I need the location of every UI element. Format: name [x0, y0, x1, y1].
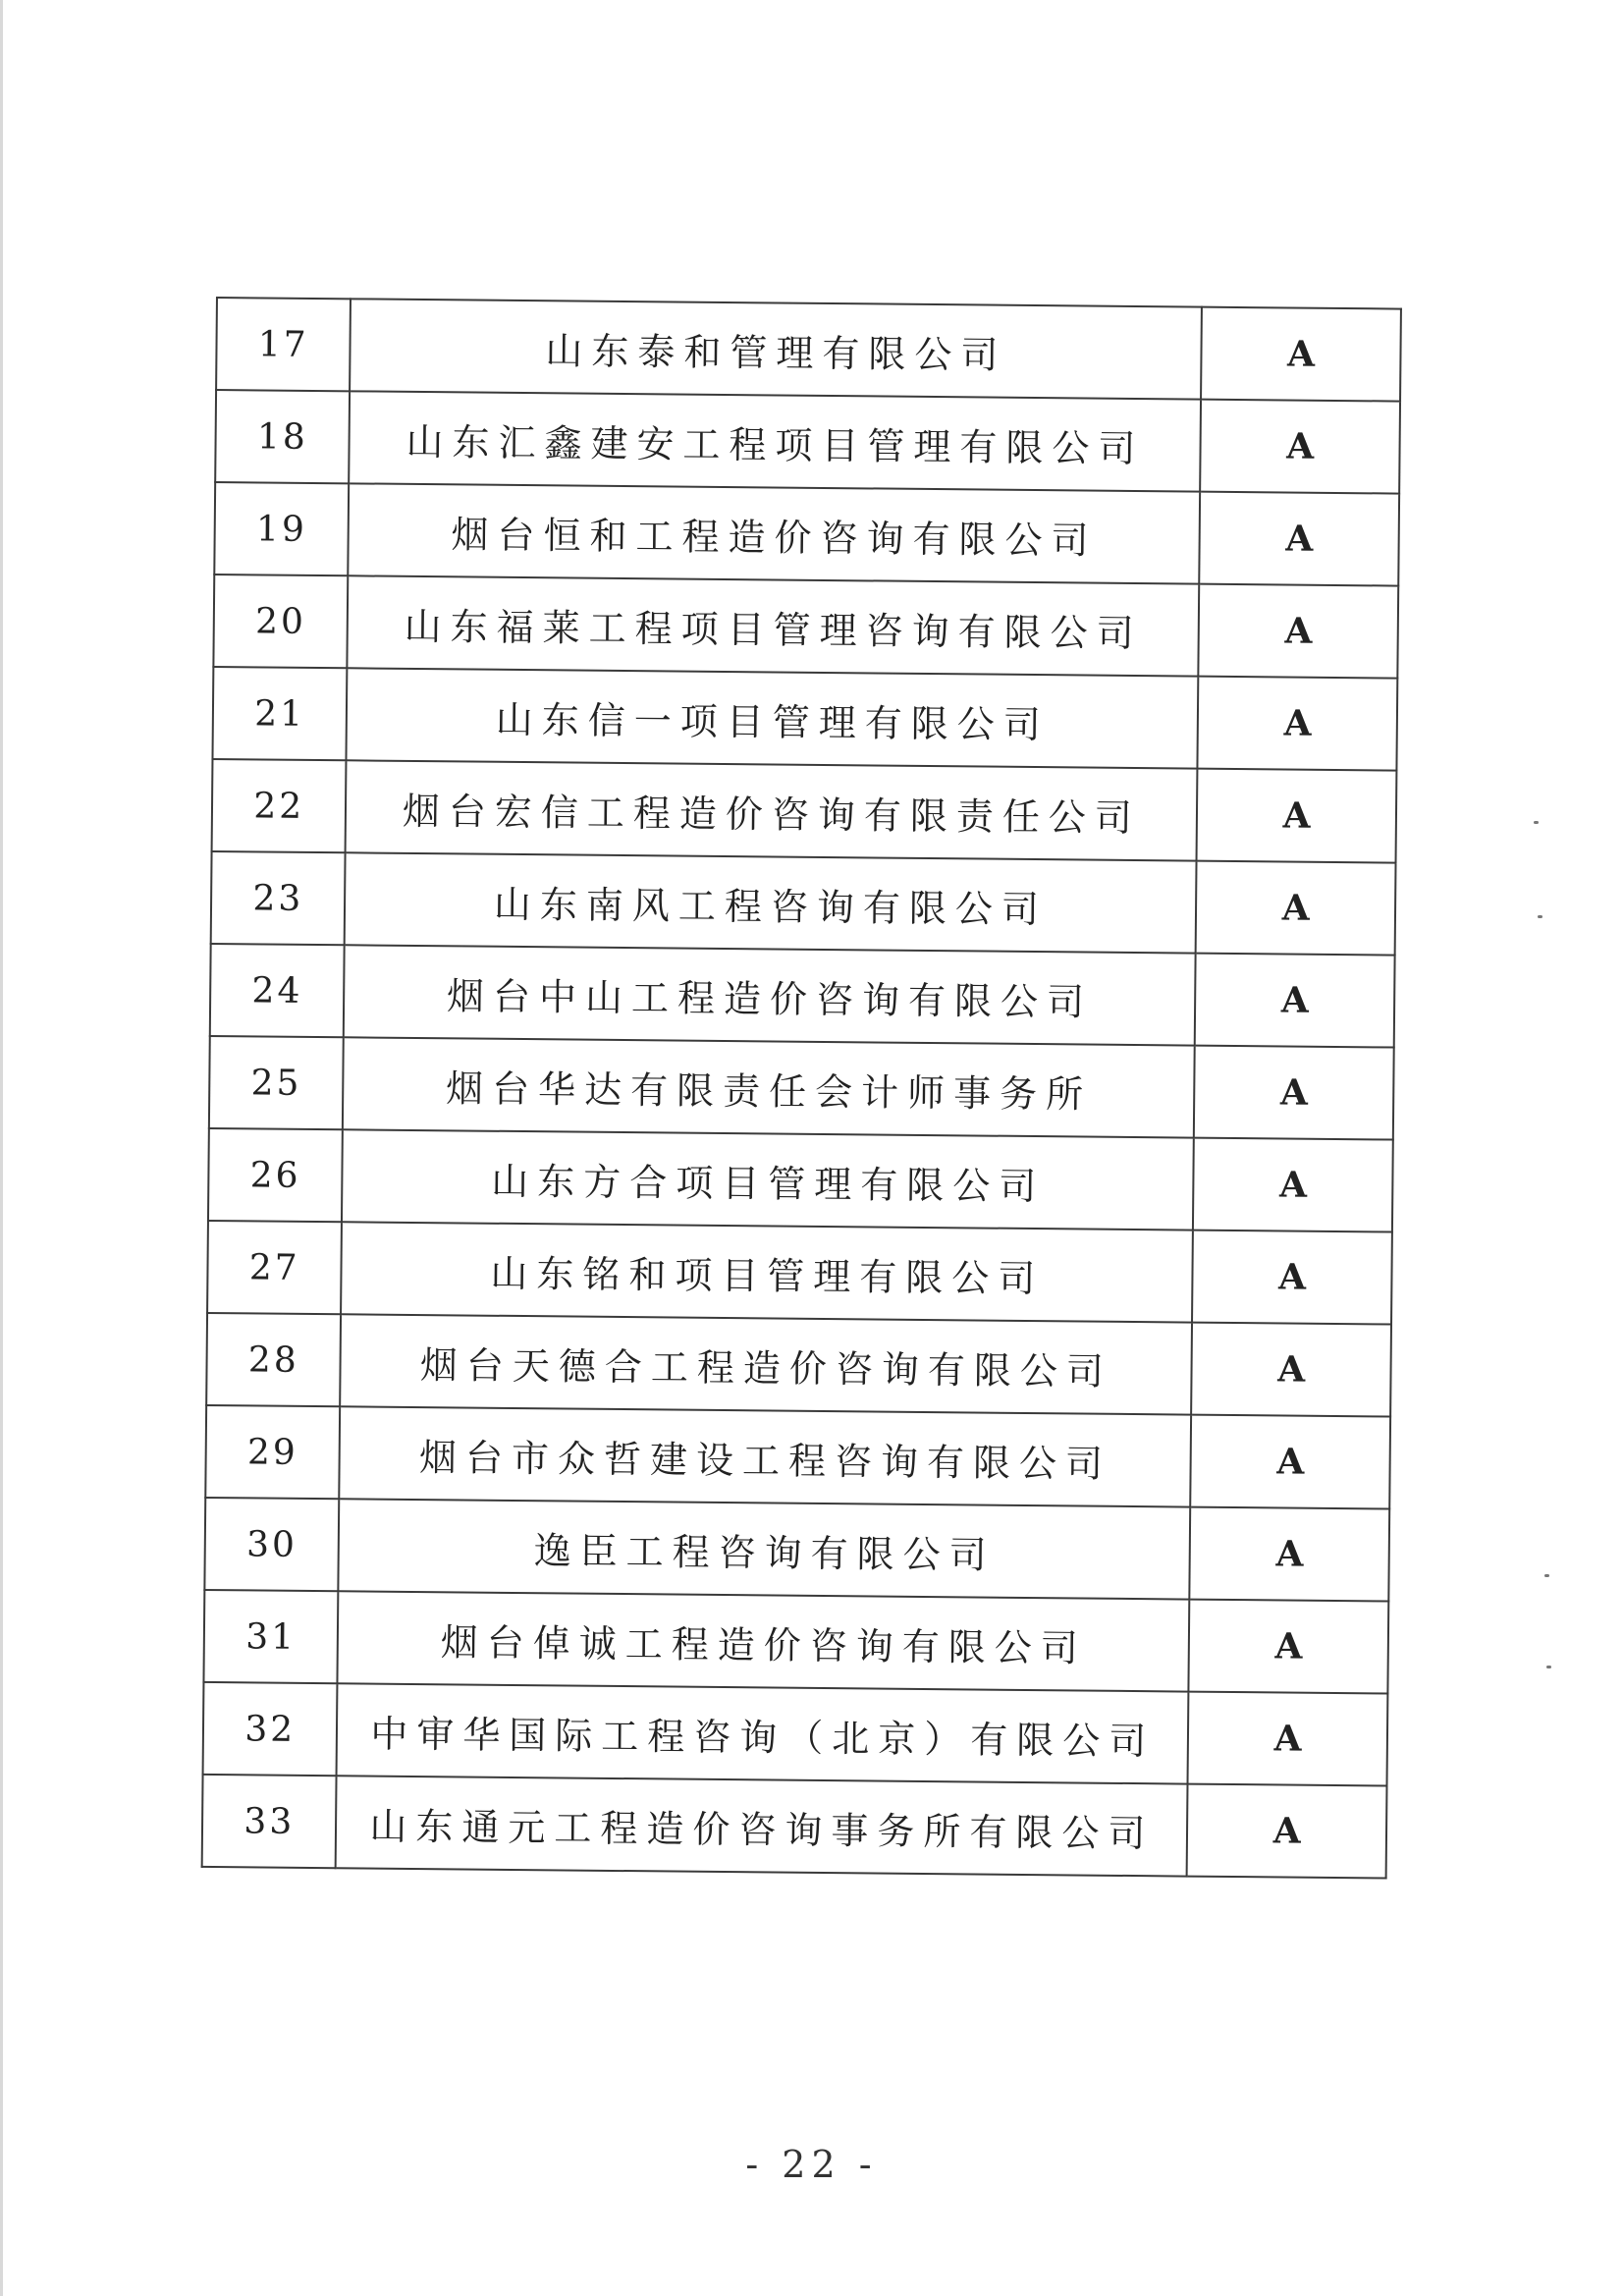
company-name: 山东汇鑫建安工程项目管理有限公司 — [350, 391, 1202, 491]
table-row — [213, 574, 1398, 679]
table-row — [211, 851, 1396, 956]
rating-grade: A — [1200, 492, 1400, 586]
row-number: 21 — [212, 667, 347, 760]
rating-grade: A — [1188, 1692, 1388, 1786]
rating-grade: A — [1193, 1138, 1393, 1232]
company-name: 烟台倬诚工程造价咨询有限公司 — [338, 1591, 1190, 1691]
table-row — [215, 390, 1400, 494]
rating-grade: A — [1192, 1230, 1392, 1325]
company-name: 烟台天德合工程造价咨询有限公司 — [341, 1314, 1193, 1414]
table-row — [203, 1590, 1388, 1694]
company-rating-table-wrap — [201, 297, 1402, 1880]
company-name: 烟台华达有限责任会计师事务所 — [343, 1037, 1195, 1137]
row-number: 31 — [203, 1590, 338, 1683]
rating-grade: A — [1190, 1507, 1390, 1602]
company-name: 逸臣工程咨询有限公司 — [339, 1499, 1191, 1599]
table-row — [214, 482, 1399, 586]
table-row — [212, 667, 1397, 771]
company-name: 山东通元工程造价咨询事务所有限公司 — [336, 1776, 1188, 1876]
table-body — [202, 298, 1401, 1879]
table-row — [204, 1498, 1389, 1602]
scan-speck — [1544, 1574, 1549, 1577]
rating-grade: A — [1195, 954, 1395, 1048]
scan-speck — [1534, 821, 1539, 824]
row-number: 29 — [205, 1405, 340, 1499]
table-row — [205, 1405, 1390, 1509]
company-name: 山东信一项目管理有限公司 — [347, 668, 1199, 768]
rating-grade: A — [1200, 400, 1400, 494]
row-number: 33 — [202, 1775, 337, 1868]
rating-grade: A — [1201, 307, 1401, 402]
company-rating-table — [201, 297, 1402, 1880]
rating-grade: A — [1189, 1600, 1389, 1694]
company-name: 山东福莱工程项目管理咨询有限公司 — [348, 575, 1200, 676]
table-row — [210, 944, 1395, 1048]
rating-grade: A — [1191, 1323, 1391, 1417]
rating-grade: A — [1196, 861, 1396, 956]
table-row — [216, 298, 1401, 402]
row-number: 32 — [203, 1682, 338, 1776]
rating-grade: A — [1198, 677, 1398, 771]
table-row — [203, 1682, 1388, 1786]
rating-grade: A — [1197, 769, 1397, 863]
row-number: 30 — [204, 1498, 339, 1591]
company-name: 山东泰和管理有限公司 — [351, 299, 1203, 399]
row-number: 27 — [207, 1221, 342, 1314]
row-number: 22 — [212, 759, 347, 852]
table-row — [206, 1313, 1391, 1417]
company-name: 山东南风工程咨询有限公司 — [345, 852, 1197, 953]
company-name: 烟台市众哲建设工程咨询有限公司 — [340, 1406, 1192, 1506]
company-name: 山东铭和项目管理有限公司 — [341, 1222, 1193, 1322]
table-row — [209, 1036, 1394, 1140]
page-number: - 22 - — [745, 2143, 878, 2186]
row-number: 25 — [209, 1036, 344, 1129]
row-number: 20 — [213, 574, 348, 668]
row-number: 17 — [216, 298, 351, 391]
scan-edge — [0, 0, 3, 2296]
company-name: 烟台中山工程造价咨询有限公司 — [344, 945, 1196, 1045]
rating-grade: A — [1199, 584, 1399, 679]
rating-grade: A — [1194, 1046, 1394, 1140]
row-number: 19 — [214, 482, 349, 575]
table-row — [207, 1221, 1392, 1325]
table-row — [208, 1128, 1393, 1232]
rating-grade: A — [1187, 1784, 1387, 1879]
scan-speck — [1546, 1666, 1551, 1668]
table-row — [212, 759, 1397, 863]
company-name: 中审华国际工程咨询（北京）有限公司 — [337, 1683, 1189, 1783]
table-row — [202, 1775, 1387, 1879]
company-name: 山东方合项目管理有限公司 — [342, 1129, 1194, 1230]
scan-speck — [1538, 915, 1542, 918]
row-number: 26 — [208, 1128, 343, 1222]
row-number: 24 — [210, 944, 345, 1037]
row-number: 28 — [206, 1313, 341, 1406]
company-name: 烟台宏信工程造价咨询有限责任公司 — [346, 760, 1198, 860]
rating-grade: A — [1191, 1415, 1391, 1509]
row-number: 18 — [215, 390, 350, 483]
company-name: 烟台恒和工程造价咨询有限公司 — [349, 483, 1201, 583]
row-number: 23 — [211, 851, 346, 945]
